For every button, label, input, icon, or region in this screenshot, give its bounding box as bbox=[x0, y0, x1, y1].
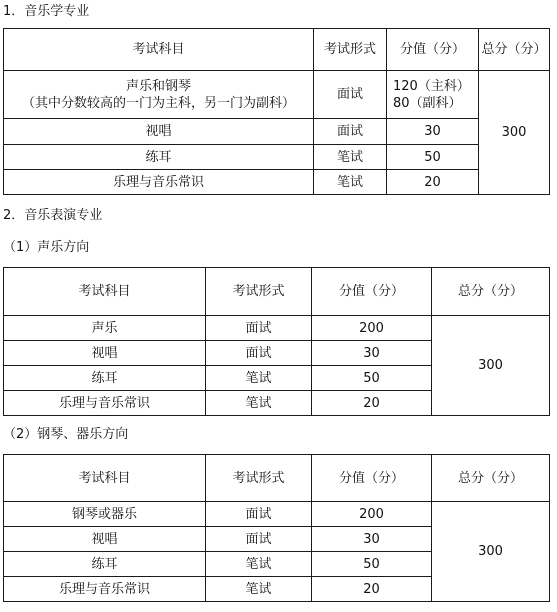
score-cell: 50 bbox=[312, 552, 432, 577]
form-cell: 笔试 bbox=[206, 577, 312, 602]
score-cell: 50 bbox=[312, 366, 432, 391]
subject-cell: 乐理与音乐常识 bbox=[4, 170, 314, 195]
score-cell: 200 bbox=[312, 316, 432, 341]
music-studies-table bbox=[3, 28, 550, 195]
header-total: 总分（分） bbox=[432, 268, 550, 316]
form-cell: 面试 bbox=[206, 502, 312, 527]
total-cell: 300 bbox=[479, 71, 550, 195]
table-row bbox=[4, 502, 550, 527]
score-cell: 30 bbox=[312, 527, 432, 552]
form-cell: 面试 bbox=[206, 316, 312, 341]
score-cell: 120（主科） 80（副科） bbox=[387, 71, 479, 119]
header-subject: 考试科目 bbox=[4, 455, 206, 502]
vocal-direction-table bbox=[3, 267, 550, 416]
header-score: 分值（分） bbox=[312, 455, 432, 502]
header-form: 考试形式 bbox=[314, 29, 387, 71]
total-cell: 300 bbox=[432, 502, 550, 602]
subsection2-title: （2）钢琴、器乐方向 bbox=[3, 427, 129, 442]
section2-title: 2．音乐表演专业 bbox=[3, 208, 103, 223]
subject-cell: 视唱 bbox=[4, 341, 206, 366]
subject-cell: 练耳 bbox=[4, 552, 206, 577]
form-cell: 笔试 bbox=[206, 552, 312, 577]
header-form: 考试形式 bbox=[206, 455, 312, 502]
subject-cell: 练耳 bbox=[4, 145, 314, 170]
score-cell: 30 bbox=[312, 341, 432, 366]
table-row bbox=[4, 71, 550, 119]
table-row bbox=[4, 170, 550, 195]
table-header-row bbox=[4, 268, 550, 316]
subject-cell: 声乐和钢琴 （其中分数较高的一门为主科，另一门为副科） bbox=[4, 71, 314, 119]
total-cell: 300 bbox=[432, 316, 550, 416]
header-score: 分值（分） bbox=[387, 29, 479, 71]
subject-cell: 视唱 bbox=[4, 119, 314, 145]
form-cell: 面试 bbox=[314, 71, 387, 119]
subject-cell: 视唱 bbox=[4, 527, 206, 552]
form-cell: 面试 bbox=[206, 341, 312, 366]
subject-cell: 乐理与音乐常识 bbox=[4, 577, 206, 602]
header-subject: 考试科目 bbox=[4, 268, 206, 316]
piano-instrument-table bbox=[3, 454, 550, 602]
score-cell: 20 bbox=[312, 577, 432, 602]
table-header-row bbox=[4, 29, 550, 71]
table-row bbox=[4, 119, 550, 145]
score-cell: 200 bbox=[312, 502, 432, 527]
header-subject: 考试科目 bbox=[4, 29, 314, 71]
table-row bbox=[4, 316, 550, 341]
form-cell: 笔试 bbox=[314, 145, 387, 170]
header-score: 分值（分） bbox=[312, 268, 432, 316]
header-total: 总分（分） bbox=[479, 29, 550, 71]
score-cell: 20 bbox=[312, 391, 432, 416]
subject-cell: 钢琴或器乐 bbox=[4, 502, 206, 527]
score-cell: 20 bbox=[387, 170, 479, 195]
subject-cell: 练耳 bbox=[4, 366, 206, 391]
subject-cell: 乐理与音乐常识 bbox=[4, 391, 206, 416]
section1-title: 1．音乐学专业 bbox=[3, 4, 90, 19]
score-cell: 50 bbox=[387, 145, 479, 170]
table-header-row bbox=[4, 455, 550, 502]
table-row bbox=[4, 145, 550, 170]
form-cell: 笔试 bbox=[314, 170, 387, 195]
header-total: 总分（分） bbox=[432, 455, 550, 502]
subsection1-title: （1）声乐方向 bbox=[3, 240, 90, 255]
form-cell: 笔试 bbox=[206, 391, 312, 416]
header-form: 考试形式 bbox=[206, 268, 312, 316]
form-cell: 笔试 bbox=[206, 366, 312, 391]
subject-cell: 声乐 bbox=[4, 316, 206, 341]
form-cell: 面试 bbox=[314, 119, 387, 145]
form-cell: 面试 bbox=[206, 527, 312, 552]
score-cell: 30 bbox=[387, 119, 479, 145]
